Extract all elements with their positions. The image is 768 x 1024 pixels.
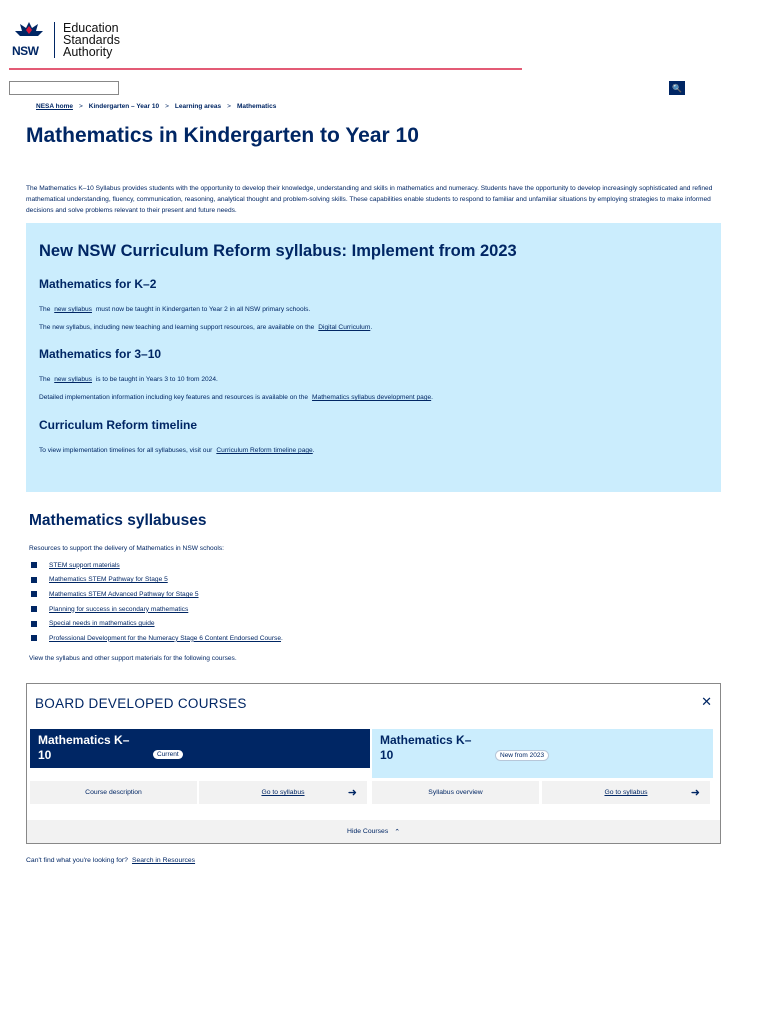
curriculum-reform-panel: [26, 223, 721, 492]
search-in-resources-link[interactable]: Search in Resources: [131, 857, 196, 864]
s310-p1-pre: The: [39, 376, 51, 383]
breadcrumb-separator: >: [227, 103, 231, 110]
org-name-line-1: Education: [63, 21, 119, 35]
resources-list: [29, 558, 283, 646]
s310-p2-end: .: [431, 394, 433, 401]
syllabus-overview-button[interactable]: Syllabus overview: [372, 781, 539, 804]
go-to-syllabus-current[interactable]: [199, 781, 367, 804]
status-badge: New from 2023: [495, 750, 549, 761]
list-item: [29, 558, 283, 573]
hide-courses-label: Hide Courses: [347, 828, 389, 835]
course-card-current: [30, 729, 370, 768]
search-button[interactable]: [669, 81, 685, 95]
waratah-emblem-icon: [12, 20, 48, 60]
bullet-icon: [31, 577, 37, 583]
view-syllabus-text: View the syllabus and other support materials for the following courses.: [29, 655, 237, 662]
page-title: Mathematics in Kindergarten to Year 10: [26, 124, 419, 147]
s310-paragraph-2: [39, 394, 433, 401]
bullet-icon: [31, 635, 37, 641]
k2-paragraph-1: [39, 306, 310, 313]
bullet-icon: [31, 562, 37, 568]
list-suffix: .: [281, 634, 283, 642]
close-icon[interactable]: ✕: [701, 694, 712, 709]
resource-link[interactable]: Mathematics STEM Advanced Pathway for Stage 5: [49, 590, 199, 598]
org-name: [63, 22, 120, 58]
bullet-icon: [31, 606, 37, 612]
s310-p2-text: Detailed implementation information including key features and resources is available on the: [39, 394, 309, 401]
resource-link[interactable]: Mathematics STEM Pathway for Stage 5: [49, 576, 168, 584]
timeline-paragraph: [39, 447, 315, 454]
org-name-line-2: Standards: [63, 33, 120, 47]
list-item: [29, 616, 283, 631]
list-item: [29, 573, 283, 588]
breadcrumb-nesa-home[interactable]: NESA home: [36, 103, 73, 110]
resource-link[interactable]: Special needs in mathematics guide: [49, 620, 155, 628]
k2-heading: Mathematics for K–2: [39, 277, 157, 291]
syllabus-development-link[interactable]: Mathematics syllabus development page: [312, 394, 432, 401]
breadcrumb-k10[interactable]: Kindergarten – Year 10: [88, 103, 160, 110]
course-description-button[interactable]: Course description: [30, 781, 197, 804]
k2-paragraph-2: [39, 324, 372, 331]
k2-p1-pre: The: [39, 306, 51, 313]
cant-find-text: [26, 857, 195, 864]
s310-p1-post: is to be taught in Years 3 to 10 from 2024.: [95, 376, 218, 383]
header-rule: [9, 68, 522, 70]
course-card-new: [372, 729, 713, 778]
nesa-logo[interactable]: [12, 20, 120, 60]
nsw-wordmark: NSW: [12, 44, 39, 58]
list-item: [29, 602, 283, 617]
course-name: Mathematics K–10: [38, 733, 130, 762]
reform-title: New NSW Curriculum Reform syllabus: Implement from 2023: [39, 242, 517, 260]
logo-divider: [54, 22, 55, 58]
go-to-syllabus-label: Go to syllabus: [604, 789, 648, 796]
chevron-up-icon: ⌃: [394, 828, 400, 836]
breadcrumb: [36, 103, 276, 110]
go-to-syllabus-new[interactable]: [542, 781, 710, 804]
s310-new-syllabus-link[interactable]: new syllabus: [54, 376, 92, 383]
k2-p2-end: .: [370, 324, 373, 331]
resource-link[interactable]: STEM support materials: [49, 561, 120, 569]
s310-paragraph-1: [39, 376, 218, 383]
cant-find-label: Can't find what you're looking for?: [26, 857, 128, 864]
timeline-link[interactable]: Curriculum Reform timeline page: [216, 447, 313, 454]
search-icon: 🔍: [672, 83, 682, 93]
course-name: Mathematics K–10: [380, 733, 472, 762]
digital-curriculum-link[interactable]: Digital Curriculum: [318, 324, 371, 331]
arrow-right-icon: ➜: [690, 787, 700, 799]
k2-p2-text: The new syllabus, including new teaching and learning support resources, are available on the: [39, 324, 315, 331]
list-item: [29, 631, 283, 646]
breadcrumb-separator: >: [78, 103, 83, 110]
k2-new-syllabus-link[interactable]: new syllabus: [54, 306, 92, 313]
list-item: [29, 587, 283, 602]
resources-intro: Resources to support the delivery of Mathematics in NSW schools:: [29, 545, 224, 552]
s310-heading: Mathematics for 3–10: [39, 347, 162, 361]
breadcrumb-separator: >: [165, 103, 169, 110]
timeline-heading: Curriculum Reform timeline: [39, 418, 198, 432]
breadcrumb-current: Mathematics: [236, 103, 277, 110]
breadcrumb-learning-areas[interactable]: Learning areas: [174, 103, 222, 110]
resource-link[interactable]: Planning for success in secondary mathematics: [49, 605, 189, 613]
bullet-icon: [31, 621, 37, 627]
timeline-end: .: [312, 447, 315, 454]
k2-p1-post: must now be taught in Kindergarten to Year 2 in all NSW primary schools.: [95, 306, 311, 313]
syllabuses-heading: Mathematics syllabuses: [29, 512, 207, 529]
status-badge: Current: [153, 750, 183, 759]
resource-link[interactable]: Professional Development for the Numeracy Stage 6 Content Endorsed Course: [49, 634, 282, 642]
arrow-right-icon: ➜: [347, 787, 357, 799]
go-to-syllabus-label: Go to syllabus: [261, 789, 305, 796]
bullet-icon: [31, 591, 37, 597]
timeline-text: To view implementation timelines for all syllabuses, visit our: [39, 447, 213, 454]
intro-paragraph: The Mathematics K–10 Syllabus provides students with the opportunity to develop their knowledge, understanding and skills in mathematics and numeracy. Students have the opportunity to develop increasingly sophisticated and refined mathematical understanding, fluency, communication, reasoning, analytical thought and problem-solving skills. These capabilities enable students to respond to familiar and unfamiliar situations by employing strategies to make informed decisions and solve problems relevant to their present and future needs.: [26, 185, 713, 214]
courses-title: BOARD DEVELOPED COURSES: [35, 696, 247, 711]
hide-courses-button[interactable]: [27, 820, 720, 843]
org-name-line-3: Authority: [63, 45, 113, 59]
board-developed-courses: [26, 683, 721, 844]
search-input[interactable]: [9, 81, 119, 95]
